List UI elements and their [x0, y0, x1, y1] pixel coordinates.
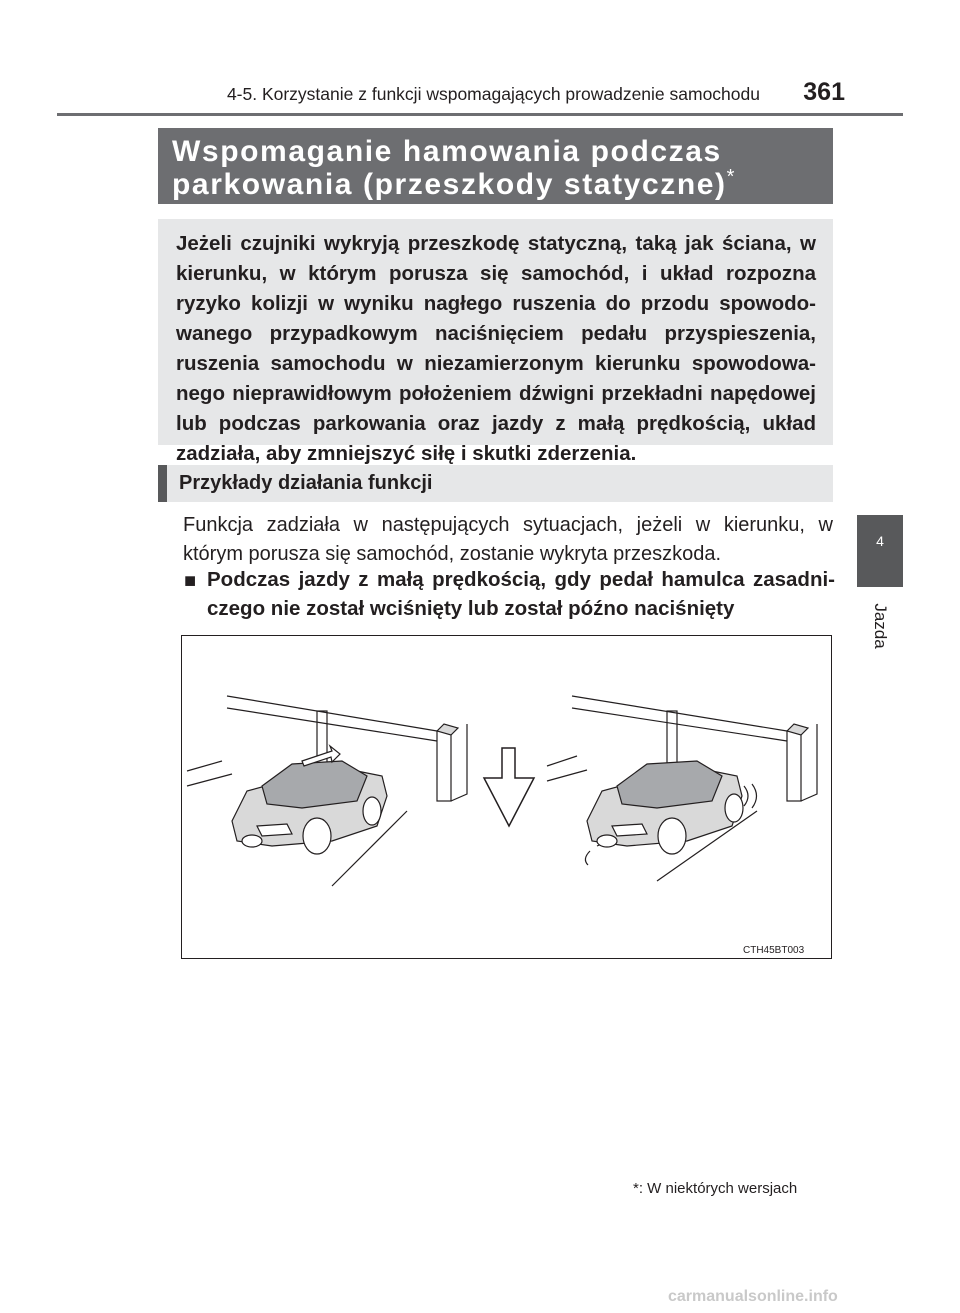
section-title-line1: Wspomaganie hamowania podczas: [172, 135, 722, 168]
subsection-heading: Przykłady działania funkcji: [179, 472, 433, 494]
chapter-tab-label-wrap: [857, 596, 903, 656]
watermark: carmanualsonline.info: [668, 1288, 838, 1305]
chapter-tab-label: Jazda: [871, 603, 890, 649]
body-paragraph: Funkcja zadziała w następujących sytuacjach, jeżeli w kierunku, w którym porusza się samochód, zostanie wykryta przeszkoda.: [183, 514, 833, 565]
header-divider: [57, 113, 903, 116]
footnote-mark: *: [633, 1180, 639, 1197]
chapter-tab-number: 4: [876, 533, 884, 549]
page-number: 361: [803, 78, 845, 106]
chapter-tab: [857, 515, 903, 587]
section-title-asterisk: *: [726, 166, 735, 188]
running-header: 4-5. Korzystanie z funkcji wspomagających prowadzenie samochodu: [226, 84, 760, 104]
intro-text: Jeżeli czujniki wykryją przeszkodę statyczną, taką jak ściana, w kierunku, w którym porusza się samochód, i układ rozpozna ryzyko kolizji w wyniku nagłego ruszenia do przodu spowodowanego przypadkowym naciśnięciem pedału przyspieszenia, ruszenia samochodu w niezamierzonym kierunku spowodowanego nieprawidłowym położeniem dźwigni przekładni napędowej lub podczas parkowania oraz jazdy z małą prędkością, układ zadziała, aby zmniejszyć siłę i skutki zderzenia.: [176, 232, 816, 465]
footnote-text: : W niektórych wersjach: [638, 1180, 798, 1197]
section-title-line2: parkowania (przeszkody statyczne): [172, 168, 727, 201]
scene-after: [547, 696, 817, 881]
section-title: [172, 135, 832, 201]
subsection-heading-bar: [158, 465, 167, 502]
figure-code: CTH45BT003: [743, 945, 805, 956]
bullet-heading: Podczas jazdy z małą prędkością, gdy pedał hamulca zasadniczego nie został wciśnięty lub został późno naciśnięty: [207, 568, 835, 620]
transition-arrow-icon: [484, 748, 534, 826]
footnote: [633, 1180, 797, 1197]
scene-before: [187, 696, 467, 886]
parking-illustration: [182, 636, 831, 958]
illustration-frame: [181, 635, 832, 959]
bullet-square-icon: ■: [184, 570, 197, 592]
